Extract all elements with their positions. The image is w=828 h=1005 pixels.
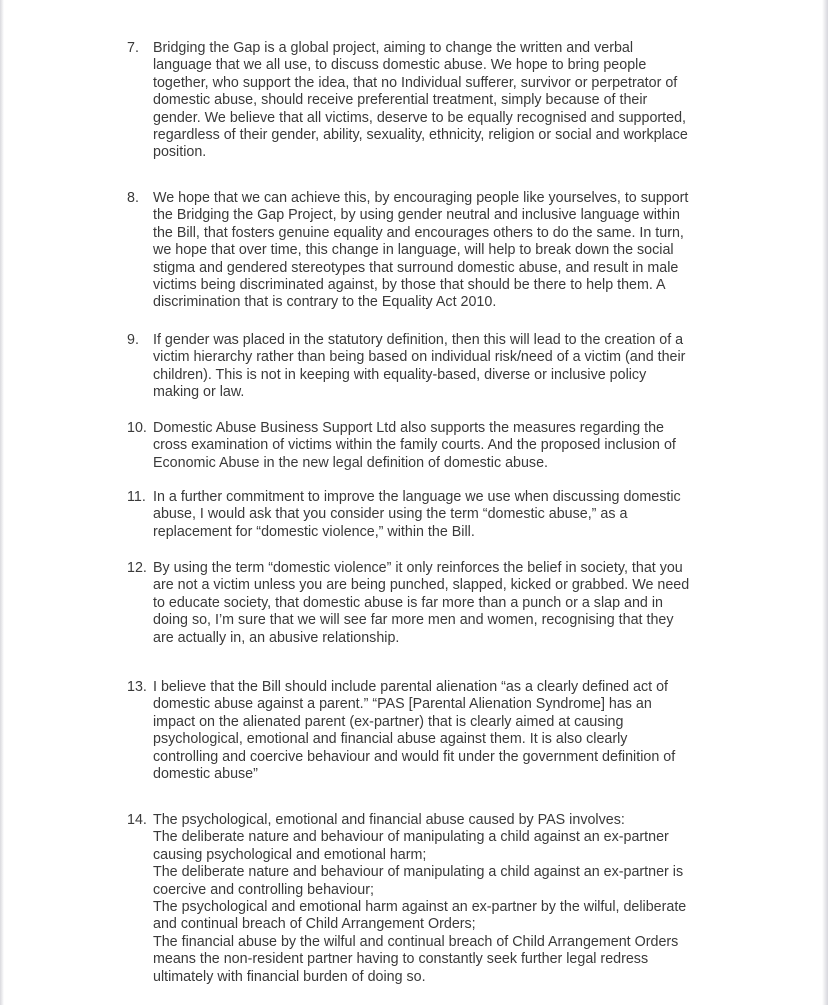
list-item-8 — [127, 190, 727, 312]
item-text — [153, 560, 727, 647]
text-line: means the non-resident partner having to constantly seek further legal redress — [153, 951, 649, 968]
text-line: The deliberate nature and behaviour of manipulating a child against an ex-partner is — [153, 864, 684, 881]
item-number: 7. — [127, 40, 139, 56]
page-shadow-right — [822, 0, 828, 1005]
item-text — [153, 40, 727, 162]
text-line: causing psychological and emotional harm; — [153, 846, 427, 863]
list-item-10 — [127, 420, 727, 472]
item-number: 8. — [127, 190, 139, 206]
text-line: language that we all use, to discuss domestic abuse. We hope to bring people — [153, 57, 647, 74]
text-line: the Bill, that fosters genuine equality and encourages others to do the same. In turn, — [153, 224, 684, 241]
text-line: The psychological, emotional and financial abuse caused by PAS involves: — [153, 812, 625, 828]
text-line: I believe that the Bill should include parental alienation “as a clearly defined act of — [153, 679, 669, 695]
item-text — [153, 489, 727, 541]
text-line: gender. We believe that all victims, deserve to be equally recognised and supported, — [153, 109, 687, 126]
item-number: 13. — [127, 679, 147, 695]
text-line: psychological, emotional and financial abuse against them. It is also clearly — [153, 731, 628, 748]
list-item-14 — [127, 812, 727, 986]
text-line: coercive and controlling behaviour; — [153, 881, 374, 898]
item-text — [153, 332, 727, 402]
text-line: The financial abuse by the wilful and continual breach of Child Arrangement Orders — [153, 933, 679, 950]
text-line: In a further commitment to improve the language we use when discussing domestic — [153, 489, 681, 505]
text-line: to educate society, that domestic abuse is far more than a punch or a slap and in — [153, 594, 663, 611]
text-line: impact on the alienated parent (ex-partner) that is clearly aimed at causing — [153, 713, 624, 730]
text-line: the Bridging the Gap Project, by using gender neutral and inclusive language within — [153, 207, 680, 224]
list-item-7 — [127, 40, 727, 162]
text-line: We hope that we can achieve this, by encouraging people like yourselves, to support — [153, 190, 689, 206]
list-item-11 — [127, 489, 727, 541]
text-line: ultimately with financial burden of doing so. — [153, 968, 426, 985]
item-number: 10. — [127, 420, 147, 436]
text-line: discrimination that is contrary to the Equality Act 2010. — [153, 294, 497, 311]
item-text — [153, 812, 727, 986]
text-line: Economic Abuse in the new legal definition of domestic abuse. — [153, 454, 548, 471]
text-line: position. — [153, 144, 207, 161]
text-line: regardless of their gender, ability, sexuality, ethnicity, religion or social and workplace — [153, 127, 688, 144]
text-line: The psychological and emotional harm against an ex-partner by the wilful, deliberate — [153, 899, 687, 916]
item-text — [153, 679, 727, 783]
text-line: we hope that over time, this change in language, will help to break down the social — [153, 242, 674, 259]
text-line: together, who support the idea, that no Individual sufferer, survivor or perpetrator of — [153, 74, 678, 91]
text-line: stigma and gendered stereotypes that surround domestic abuse, and result in male — [153, 259, 679, 276]
text-line: The deliberate nature and behaviour of manipulating a child against an ex-partner — [153, 829, 669, 846]
text-line: victim hierarchy rather than being based on individual risk/need of a victim (and their — [153, 349, 686, 366]
item-text — [153, 420, 727, 472]
text-line: controlling and coercive behaviour and would fit under the government definition of — [153, 748, 676, 765]
text-line: are actually in, an abusive relationship. — [153, 629, 400, 646]
text-line: Domestic Abuse Business Support Ltd also supports the measures regarding the — [153, 420, 665, 436]
item-number: 12. — [127, 560, 147, 576]
text-line: children). This is not in keeping with equality-based, diverse or inclusive policy — [153, 366, 647, 383]
text-line: are not a victim unless you are being punched, slapped, kicked or grabbed. We need — [153, 577, 690, 594]
item-number: 11. — [127, 489, 146, 505]
text-line: making or law. — [153, 384, 245, 401]
text-line: victims being discriminated against, by those that should be there to help them. A — [153, 277, 666, 294]
text-line: domestic abuse, should receive preferential treatment, simply because of their — [153, 92, 648, 109]
text-line: domestic abuse” — [153, 766, 258, 783]
item-number: 14. — [127, 812, 147, 828]
text-line: cross examination of victims within the family courts. And the proposed inclusion of — [153, 437, 676, 454]
item-text — [153, 190, 727, 312]
text-line: By using the term “domestic violence” it only reinforces the belief in society, that you — [153, 560, 683, 576]
text-line: domestic abuse against a parent.” “PAS [Parental Alienation Syndrome] has an — [153, 696, 652, 713]
text-line: If gender was placed in the statutory definition, then this will lead to the creation of a — [153, 332, 684, 348]
page-shadow-left — [0, 0, 4, 1005]
text-line: doing so, I’m sure that we will see far more men and women, recognising that they — [153, 612, 674, 629]
list-item-13 — [127, 679, 727, 783]
text-line: replacement for “domestic violence,” within the Bill. — [153, 523, 475, 540]
item-number: 9. — [127, 332, 139, 348]
text-line: and continual breach of Child Arrangement Orders; — [153, 916, 476, 933]
list-item-12 — [127, 560, 727, 647]
text-line: abuse, I would ask that you consider using the term “domestic abuse,” as a — [153, 506, 628, 523]
text-line: Bridging the Gap is a global project, aiming to change the written and verbal — [153, 40, 634, 56]
list-item-9 — [127, 332, 727, 402]
